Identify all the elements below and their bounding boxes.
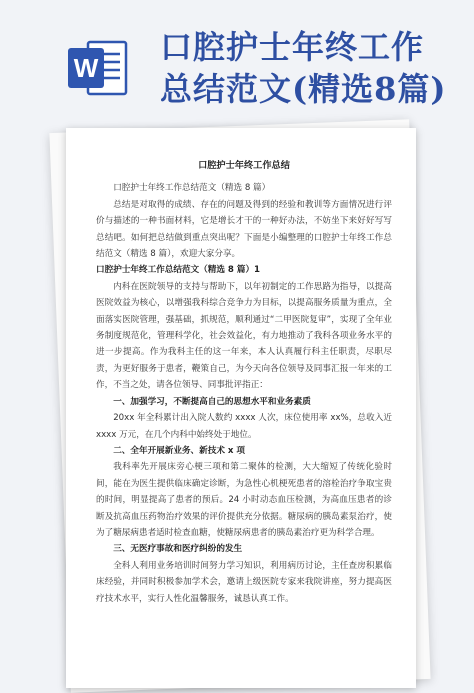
intro-paragraph: 总结是对取得的成绩、存在的问题及得到的经验和教训等方面情况进行评价与描述的一种书面材料，它是增长才干的一种好办法，不妨坐下来好好写写总结吧。如何把总结做到重点突出呢？下面是小编整理的口腔护士年终工作总结范文（精选 8 篇），欢迎大家分享。 — [96, 199, 392, 260]
header-banner — [0, 0, 474, 118]
document-page — [66, 128, 416, 688]
body-paragraph-2: 20xx 年全科累计出入院人数约 xxxx 人次，床位使用率 xx%，总收入近 xxxx 万元，在几个内科中始终处于地位。 — [96, 413, 392, 440]
subheading-1: 一、加强学习，不断提高自己的思想水平和业务素质 — [113, 396, 311, 407]
subheading-2: 二、全年开展新业务、新技术 x 项 — [113, 445, 246, 456]
body-paragraph-4: 全科人利用业务培训时间努力学习知识，利用病历讨论，主任查房积累临床经验，并同时积极参加学术会，邀请上级医院专家来我院讲座，努力提高医疗技术水平，实行人性化温馨服务，诚恳认真工作。 — [96, 560, 392, 604]
section-heading: 口腔护士年终工作总结范文（精选 8 篇）1 — [96, 265, 261, 276]
word-document-icon — [66, 36, 130, 100]
body-paragraph-3: 我科率先开展床旁心梗三项和第二聚体的检测，大大缩短了传统化验时间，能在为医生提供临床确定诊断，为急性心机梗死患者的溶栓治疗争取宝贵的时间，明显提高了患者的预后。24 小时动态血压检测，为高血压患者的诊断及抗高血压药物治疗效果的评价提供充分依据。糖尿病的胰岛素泵治疗，使为了糖尿病患者适时检查血糖，使糖尿病患者的胰岛素治疗更为科学合理。 — [96, 462, 392, 538]
subheading-3: 三、无医疗事故和医疗纠纷的发生 — [113, 544, 243, 555]
body-paragraph-1: 内科在医院领导的支持与帮助下，以年初制定的工作思路为指导，以提高医院效益为核心，以增强我科综合竞争力为目标，以提高服务质量为重点，全面落实医院管理，强基础，抓规范，顺利通过“二甲医院复审”，实现了全年业务制度规范化，管理科学化，社会效益化，有力地推动了我科各项业务水平的进一步提高。作为我科主任的这一年来，本人认真履行科主任职责，尽职尽责，为更好服务于患者，鞭策自己，为今天向各位领导及同事汇报一年来的工作，不当之处，请各位领导、同事批评指正： — [96, 281, 392, 391]
document-subtitle: 口腔护士年终工作总结范文（精选 8 篇） — [113, 183, 271, 194]
title-line-2: 总结范文(精选8篇) — [160, 70, 447, 108]
page-title — [160, 26, 460, 110]
title-line-1: 口腔护士年终工作 — [160, 28, 425, 66]
svg-text:W: W — [73, 53, 99, 83]
document-title: 口腔护士年终工作总结 — [198, 160, 290, 171]
